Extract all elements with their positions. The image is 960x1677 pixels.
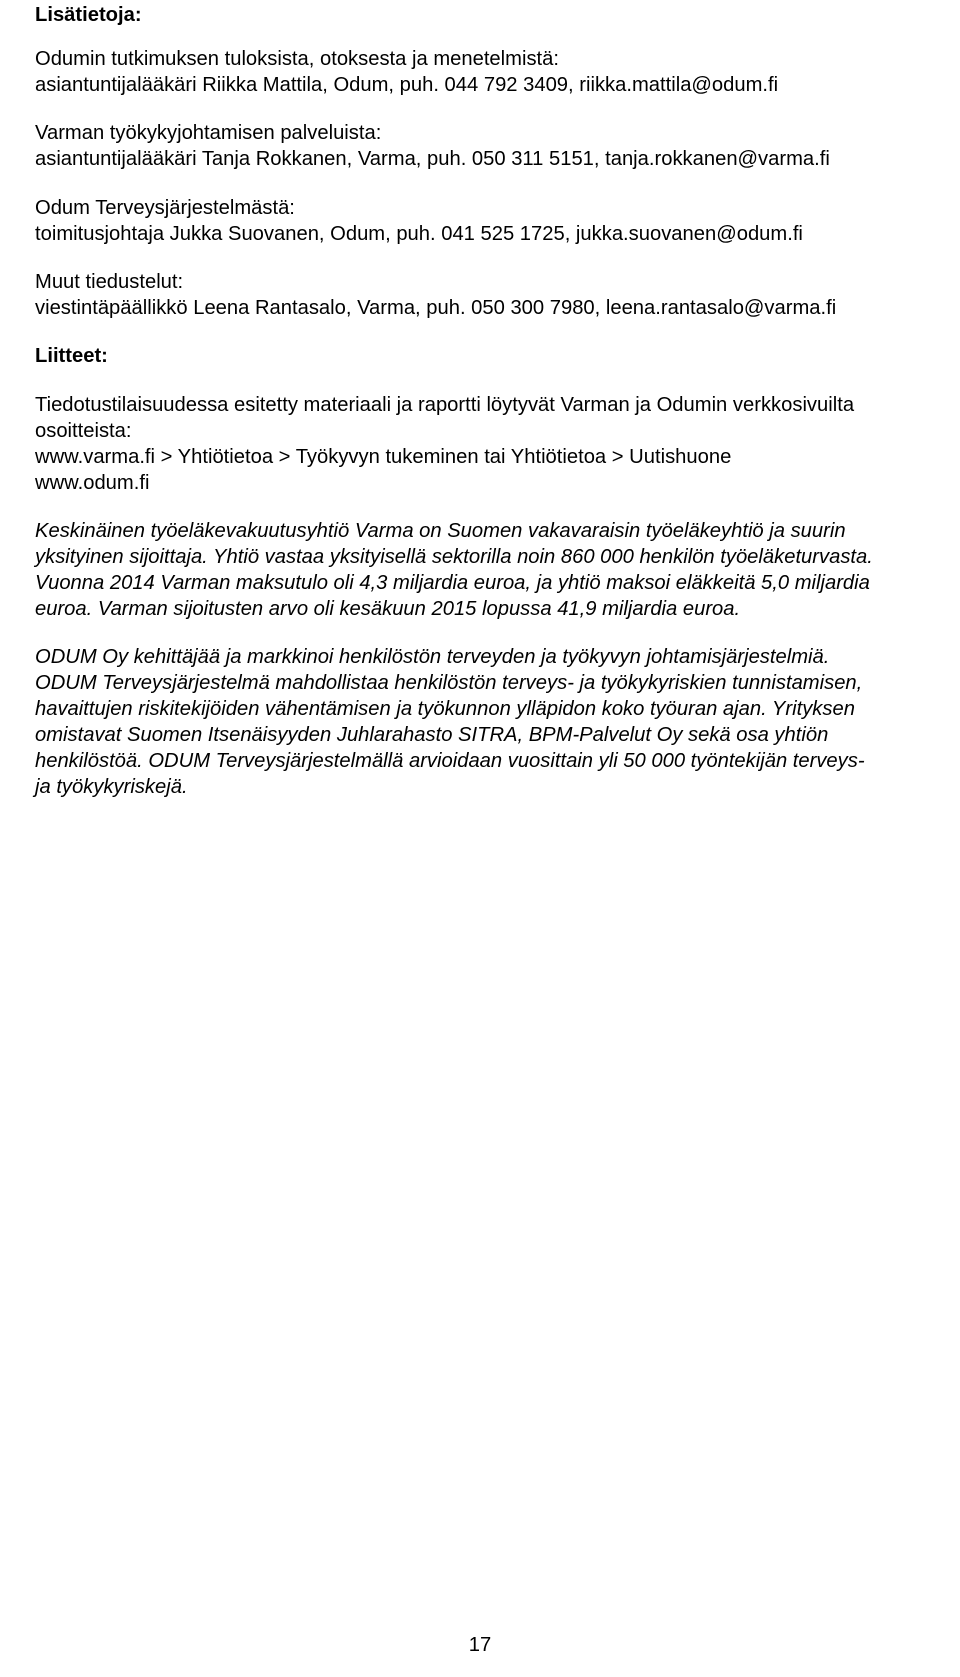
other-label: Muut tiedustelut: bbox=[35, 271, 184, 293]
contacts-heading: Lisätietoja: bbox=[35, 4, 142, 26]
about-odum-line-6: ja työkykyriskejä. bbox=[35, 776, 188, 798]
about-varma-line-2: yksityinen sijoittaja. Yhtiö vastaa yksityisellä sektorilla noin 860 000 henkilön työeläketurvasta. bbox=[35, 546, 873, 568]
attachments-line-2: osoitteista: bbox=[35, 420, 132, 442]
about-odum-line-5: henkilöstöä. ODUM Terveysjärjestelmällä arvioidaan vuosittain yli 50 000 työntekijän terveys- bbox=[35, 750, 865, 772]
about-odum-line-2: ODUM Terveysjärjestelmä mahdollistaa henkilöstön terveys- ja työkykyriskien tunnistamisen, bbox=[35, 672, 863, 694]
varma-label: Varman työkykyjohtamisen palveluista: bbox=[35, 122, 382, 144]
odum-contact: toimitusjohtaja Jukka Suovanen, Odum, puh. 041 525 1725, jukka.suovanen@odum.fi bbox=[35, 223, 803, 245]
odum-website-link[interactable]: www.odum.fi bbox=[35, 472, 150, 494]
about-odum-line-3: havaittujen riskitekijöiden vähentämisen ja työkunnon ylläpidon koko työuran ajan. Yrityksen bbox=[35, 698, 855, 720]
attachments-line-1: Tiedotustilaisuudessa esitetty materiaali ja raportti löytyvät Varman ja Odumin verkkosivuilta bbox=[35, 394, 855, 416]
odum-label: Odum Terveysjärjestelmästä: bbox=[35, 197, 295, 219]
about-varma-line-1: Keskinäinen työeläkevakuutusyhtiö Varma on Suomen vakavaraisin työeläkeyhtiö ja suurin bbox=[35, 520, 846, 542]
other-contact: viestintäpäällikkö Leena Rantasalo, Varma, puh. 050 300 7980, leena.rantasalo@varma.fi bbox=[35, 297, 837, 319]
page-number: 17 bbox=[468, 1634, 492, 1656]
about-odum-line-4: omistavat Suomen Itsenäisyyden Juhlarahasto SITRA, BPM-Palvelut Oy sekä osa yhtiön bbox=[35, 724, 829, 746]
about-odum-line-1: ODUM Oy kehittäjää ja markkinoi henkilöstön terveyden ja työkyvyn johtamisjärjestelmiä. bbox=[35, 646, 830, 668]
about-varma-line-3: Vuonna 2014 Varman maksutulo oli 4,3 miljardia euroa, ja yhtiö maksoi eläkkeitä 5,0 miljardia bbox=[35, 572, 870, 594]
varma-website-link[interactable]: www.varma.fi > Yhtiötietoa > Työkyvyn tukeminen tai Yhtiötietoa > Uutishuone bbox=[35, 446, 732, 468]
varma-contact: asiantuntijalääkäri Tanja Rokkanen, Varma, puh. 050 311 5151, tanja.rokkanen@varma.fi bbox=[35, 148, 830, 170]
research-label: Odumin tutkimuksen tuloksista, otoksesta ja menetelmistä: bbox=[35, 48, 559, 70]
research-contact: asiantuntijalääkäri Riikka Mattila, Odum, puh. 044 792 3409, riikka.mattila@odum.fi bbox=[35, 74, 779, 96]
attachments-heading: Liitteet: bbox=[35, 345, 108, 367]
about-varma-line-4: euroa. Varman sijoitusten arvo oli kesäkuun 2015 lopussa 41,9 miljardia euroa. bbox=[35, 598, 741, 620]
